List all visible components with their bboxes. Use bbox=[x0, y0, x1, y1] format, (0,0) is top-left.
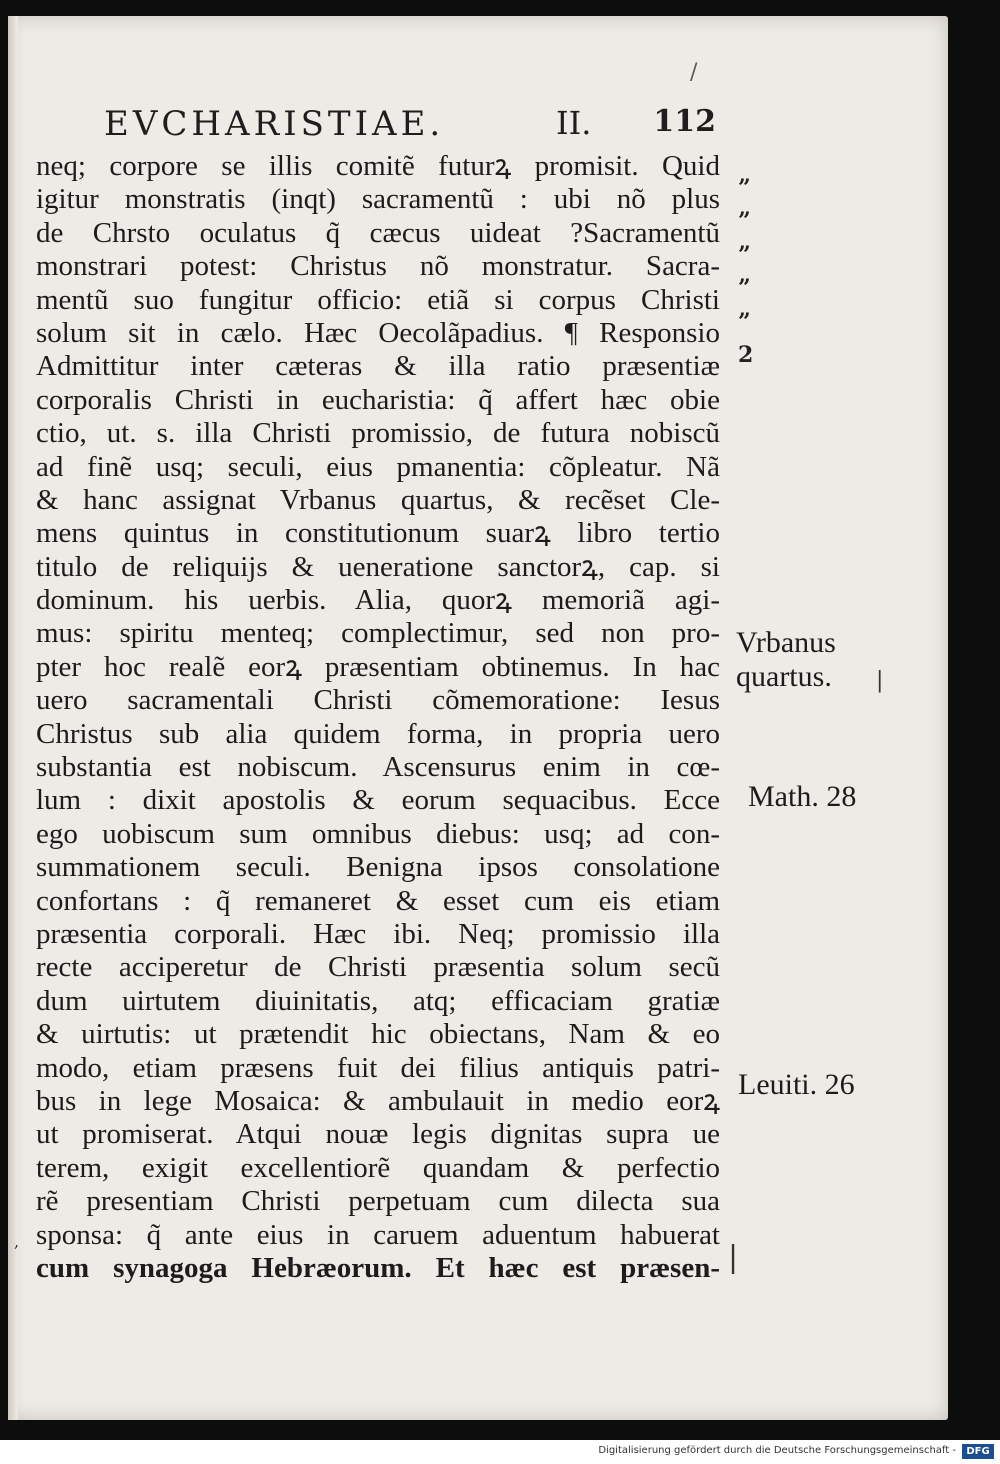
text-line: præsentia corporali. Hæc ibi. Neq; promissio illa bbox=[36, 917, 720, 950]
marginal-note-line: quartus. bbox=[736, 660, 832, 693]
quotation-mark: 2 bbox=[738, 341, 754, 368]
quotation-mark: ” bbox=[738, 208, 751, 235]
quotation-mark: ” bbox=[738, 308, 751, 335]
text-line: substantia est nobiscum. Ascensurus enim in cœ- bbox=[36, 751, 720, 784]
text-line: solum sit in cælo. Hæc Oecolãpadius. ¶ Responsio bbox=[36, 316, 720, 349]
text-line: lum : dixit apostolis & eorum sequacibus. Ecce bbox=[36, 784, 720, 817]
text-line: Admittitur inter cæteras & illa ratio præsentiæ bbox=[36, 350, 720, 383]
text-line: modo, etiam præsens fuit dei filius antiquis patri- bbox=[36, 1051, 720, 1084]
quotation-marks-column bbox=[738, 172, 778, 372]
text-line: dum uirtutem diuinitatis, atq; efficaciam gratiæ bbox=[36, 984, 720, 1017]
text-line: confortans : q̃ remaneret & esset cum eis etiam bbox=[36, 884, 720, 917]
quotation-mark: ” bbox=[738, 241, 751, 268]
text-line: de Chrsto oculatus q̃ cæcus uideat ?Sacramentũ bbox=[36, 216, 720, 249]
quotation-mark: ” bbox=[738, 175, 751, 201]
text-line: igitur monstratis (inqt) sacramentũ : ubi nõ plus bbox=[36, 183, 720, 216]
folio-number: 112 bbox=[653, 104, 716, 139]
text-line: mentũ suo fungitur officio: etiã si corpus Christi bbox=[36, 283, 720, 316]
text-line: sponsa: q̃ ante eius in caruem aduentum habuerat bbox=[36, 1218, 720, 1251]
marginal-note-line: Vrbanus bbox=[736, 626, 836, 659]
text-line: Christus sub alia quidem forma, in propria uero bbox=[36, 717, 720, 750]
text-line: pter hoc realẽ eorꝝ præsentiam obtinemus. In hac bbox=[36, 650, 720, 683]
marginal-note-urbanus bbox=[736, 626, 836, 694]
running-head-part: II. bbox=[556, 104, 592, 142]
text-line: & hanc assignat Vrbanus quartus, & recẽset Cle- bbox=[36, 483, 720, 516]
text-line: uero sacramentali Christi cõmemoratione: Iesus bbox=[36, 684, 720, 717]
funding-credit: Digitalisierung gefördert durch die Deutsche Forschungsgemeinschaft - bbox=[598, 1445, 956, 1456]
text-line: rẽ presentiam Christi perpetuam cum dilecta sua bbox=[36, 1185, 720, 1218]
marginal-note-math: Math. 28 bbox=[748, 780, 857, 813]
stray-mark: , bbox=[14, 1232, 20, 1251]
text-line: mens quintus in constitutionum suarꝝ libro tertio bbox=[36, 517, 720, 550]
catchline: cum synagoga Hebræorum. Et hæc est præsen- bbox=[36, 1251, 720, 1284]
dfg-logo: DFG bbox=[962, 1444, 994, 1459]
text-line: corporalis Christi in eucharistia: q̃ affert hæc obie bbox=[36, 383, 720, 416]
page-gutter-shadow bbox=[8, 16, 18, 1420]
text-line: terem, exigit excellentiorẽ quandam & perfectio bbox=[36, 1151, 720, 1184]
text-line: & uirtutis: ut prætendit hic obiectans, Nam & eo bbox=[36, 1018, 720, 1051]
text-line: recte acciperetur de Christi præsentia solum secũ bbox=[36, 951, 720, 984]
pencil-mark: / bbox=[690, 60, 698, 85]
text-line: bus in lege Mosaica: & ambulauit in medio eorꝝ bbox=[36, 1084, 720, 1117]
text-line: ad finẽ usq; seculi, eius pmanentia: cõpleatur. Nã bbox=[36, 450, 720, 483]
text-line: neq; corpore se illis comitẽ futurꝝ promisit. Quid bbox=[36, 150, 720, 182]
running-head-title: EVCHARISTIAE. bbox=[104, 104, 445, 144]
text-line: ctio, ut. s. illa Christi promissio, de futura nobiscũ bbox=[36, 417, 720, 450]
stray-mark: | bbox=[728, 1240, 739, 1275]
text-line: ego uobiscum sum omnibus diebus: usq; ad con- bbox=[36, 817, 720, 850]
footer-bar bbox=[0, 1440, 1000, 1464]
stray-mark: | bbox=[876, 668, 884, 693]
text-line: dominum. his uerbis. Alia, quorꝝ memoriã agi- bbox=[36, 584, 720, 617]
text-line: titulo de reliquijs & ueneratione sanctorꝝ, cap. si bbox=[36, 550, 720, 583]
text-line: summationem seculi. Benigna ipsos consolatione bbox=[36, 851, 720, 884]
text-line: ut promiserat. Atqui nouæ legis dignitas supra ue bbox=[36, 1118, 720, 1151]
text-line: mus: spiritu menteq; complectimur, sed non pro- bbox=[36, 617, 720, 650]
main-text-block bbox=[36, 150, 720, 1285]
quotation-mark: ” bbox=[738, 275, 751, 302]
running-head bbox=[104, 104, 716, 148]
marginal-note-leuiti: Leuiti. 26 bbox=[738, 1068, 855, 1101]
text-line: monstrari potest: Christus nõ monstratur. Sacra- bbox=[36, 250, 720, 283]
